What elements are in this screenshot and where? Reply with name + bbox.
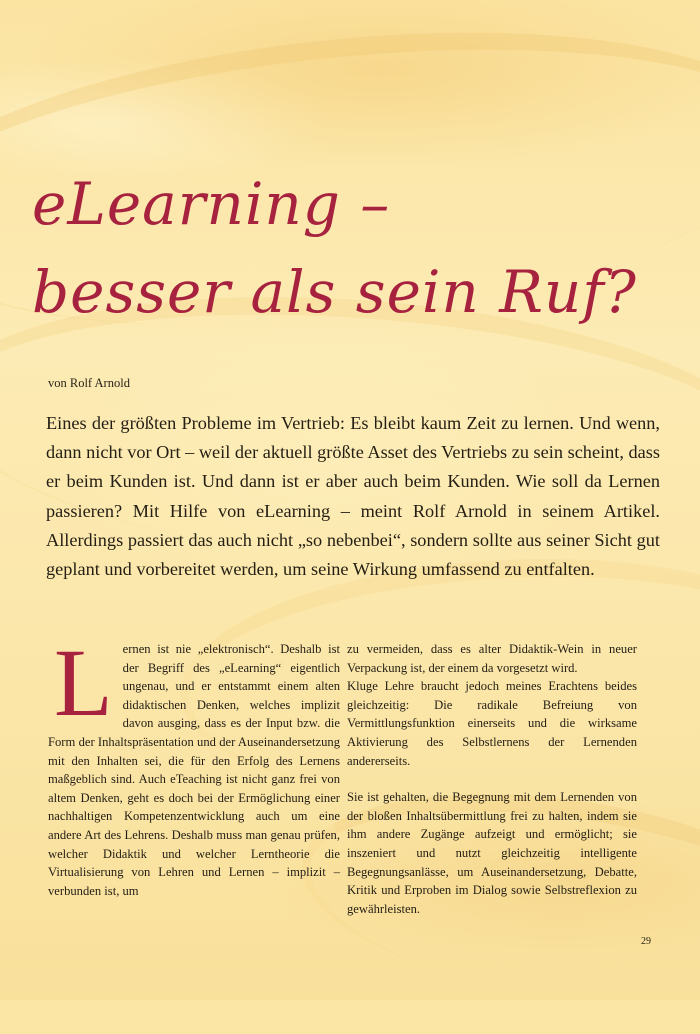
page-number: 29 [641,936,651,947]
body-paragraph: Sie ist gehalten, die Begegnung mit dem Lernenden von der bloßen Inhaltsübermittlung frei zu halten, indem sie ihm andere Zugänge aufzeigt und ermöglicht; sie inszeniert und nutzt gleichzeitig intelligente Begegnungsanlässe, um Auseinandersetzung, Debatte, Kritik und Erproben im Dialog sowie Selbstreflexion zu gewährleisten. [347,790,637,916]
article-title [32,160,672,336]
body-paragraph: Kluge Lehre braucht jedoch meines Erachtens beides gleichzeitig: Die radikale Befreiung von Vermittlungsfunktion einerseits und die wirksame Aktivierung des Selbstlernens der Lernenden andererseits. [347,679,637,768]
body-paragraph: ernen ist nie „elektronisch“. Deshalb ist der Begriff des „eLearning“ eigentlich ungenau, und er entstammt einem alten didaktischen Denken, welches implizit davon ausging, dass es der Input bzw. die Form der Inhaltspräsentation und der Auseinandersetzung mit den Inhalten sei, die für den Erfolg des Lernens maßgeblich sind. Auch eTeaching ist nicht ganz frei von altem Denken, geht es doch bei der Ermöglichung einer nachhaltigen Kompetenzentwicklung auch um eine andere Art des Lehrens. Deshalb muss man genau prüfen, welcher Didaktik und welcher Lerntheorie die Virtualisierung von Lehren und Lernen – implizit – verbunden ist, um [48,642,340,898]
drop-cap: L [54,629,113,736]
body-column-left [48,629,340,900]
author-byline: von Rolf Arnold [48,376,130,390]
body-column-right [347,640,637,936]
title-line-2: besser als sein Ruf? [32,258,637,326]
intro-paragraph: Eines der größten Probleme im Vertrieb: Es bleibt kaum Zeit zu lernen. Und wenn, dann nicht vor Ort – weil der aktuell größte Asset des Vertriebs zu sein scheint, dass er beim Kunden ist. Und dann ist er aber auch beim Kunden. Wie soll da Lernen passieren? Mit Hilfe von eLearning – meint Rolf Arnold in seinem Artikel. Allerdings passiert das auch nicht „so nebenbei“, sondern sollte aus seiner Sicht gut geplant und vorbereitet werden, um seine Wirkung umfassend zu entfalten. [46,413,660,580]
title-line-1: eLearning – [32,170,391,238]
body-paragraph: zu vermeiden, dass es alter Didaktik-Wein in neuer Verpackung ist, der einem da vorgesetzt wird. [347,642,637,675]
